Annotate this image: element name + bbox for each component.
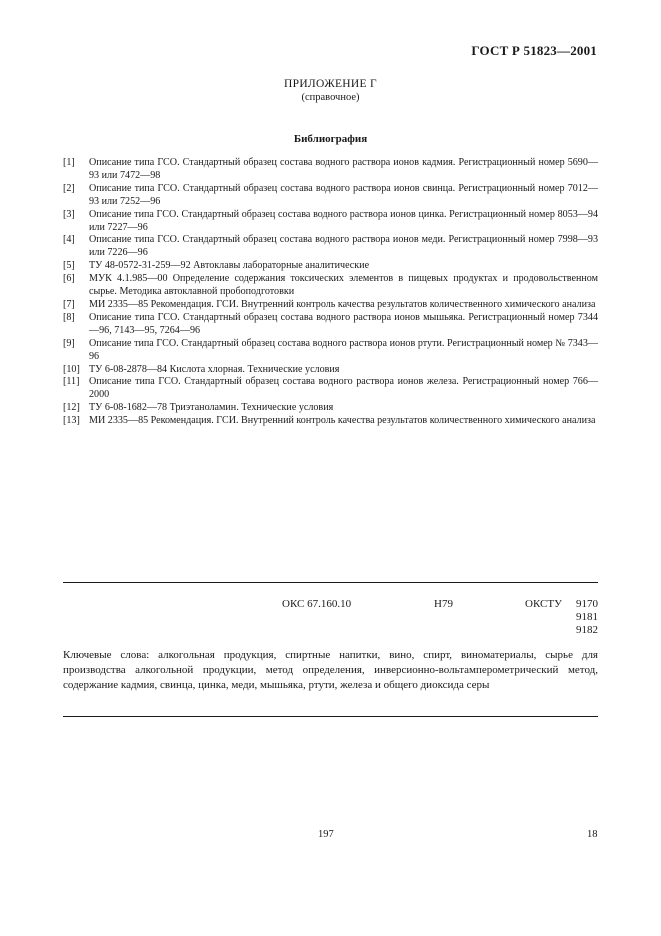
ref-text: МИ 2335—85 Рекомендация. ГСИ. Внутренний контроль качества результатов количественного химического анализа: [89, 415, 596, 427]
appendix-subtitle: (справочное): [301, 92, 360, 103]
ref-text: Описание типа ГСО. Стандартный образец состава водного раствора ионов кадмия. Регистрационный номер 5690—93 или 7472—98: [89, 157, 598, 181]
ref-number: [10]: [63, 363, 80, 375]
ref-number: [11]: [63, 376, 80, 388]
ref-text: Описание типа ГСО. Стандартный образец состава водного раствора ионов железа. Регистрационный номер 766—2000: [89, 376, 598, 401]
top-divider: [63, 582, 598, 583]
list-item: [63, 364, 598, 377]
bibliography-list: [63, 157, 598, 428]
okstu-label: ОКСТУ: [525, 598, 562, 610]
ref-number: [4]: [63, 234, 75, 246]
ref-number: [13]: [63, 415, 80, 427]
oks-code: ОКС 67.160.10: [282, 598, 352, 610]
list-item: [63, 299, 598, 312]
ref-number: [2]: [63, 182, 75, 194]
list-item: [63, 415, 598, 428]
list-item: [63, 312, 598, 338]
document-code: ГОСТ Р 51823—2001: [471, 43, 597, 58]
list-item: [63, 183, 598, 209]
ref-number: [9]: [63, 337, 75, 349]
appendix-title: ПРИЛОЖЕНИЕ Г: [284, 78, 377, 90]
list-item: [63, 209, 598, 235]
okstu-code: 9182: [576, 624, 598, 636]
ref-number: [5]: [63, 260, 75, 272]
list-item: [63, 273, 598, 299]
list-item: [63, 402, 598, 415]
ref-number: [7]: [63, 298, 75, 310]
ref-text: ТУ 48-0572-31-259—92 Автоклавы лабораторные аналитические: [89, 260, 370, 272]
ref-text: ТУ 6-08-1682—78 Триэтаноламин. Технические условия: [89, 402, 334, 414]
bottom-divider: [63, 716, 598, 717]
sheet-number: 18: [587, 829, 598, 840]
ref-text: Описание типа ГСО. Стандартный образец состава водного раствора ионов меди. Регистрационный номер 7998—93 или 7226—96: [89, 234, 598, 259]
ref-number: [12]: [63, 402, 80, 414]
list-item: [63, 157, 598, 183]
list-item: [63, 376, 598, 402]
okstu-code: 9181: [576, 611, 598, 623]
keywords-paragraph: Ключевые слова: алкогольная продукция, спиртные напитки, вино, спирт, виноматериалы, сырье для производства алкогольной продукции, метод определения, инверсионно-вольтамперометрический метод, содержание кадмия, свинца, цинка, меди, мышьяка, ртути, железа и общего диоксида серы: [63, 649, 598, 691]
group-code: Н79: [434, 598, 453, 610]
list-item: [63, 338, 598, 364]
okstu-code: 9170: [576, 598, 598, 610]
ref-text: Описание типа ГСО. Стандартный образец состава водного раствора ионов свинца. Регистрационный номер 7012—93 или 7252—96: [89, 182, 598, 207]
ref-text: МИ 2335—85 Рекомендация. ГСИ. Внутренний контроль качества результатов количественного химического анализа: [89, 298, 596, 310]
page-number: 197: [318, 829, 334, 840]
ref-text: ТУ 6-08-2878—84 Кислота хлорная. Технические условия: [89, 363, 340, 375]
ref-text: Описание типа ГСО. Стандартный образец состава водного раствора ионов цинка. Регистрационный номер 8053—94 или 7227—96: [89, 208, 598, 233]
ref-text: Описание типа ГСО. Стандартный образец состава водного раствора ионов мышьяка. Регистрационный номер 7344—96, 7143—95, 7264—96: [89, 311, 598, 336]
okstu-block: [525, 598, 598, 637]
ref-number: [1]: [63, 157, 75, 168]
ref-text: Описание типа ГСО. Стандартный образец состава водного раствора ионов ртути. Регистрационный номер № 7343—96: [89, 337, 598, 362]
ref-number: [6]: [63, 273, 75, 285]
ref-text: МУК 4.1.985—00 Определение содержания токсических элементов в пищевых продуктах и продовольственном сырье. Методика автоклавной пробоподготовки: [89, 273, 598, 298]
ref-number: [3]: [63, 208, 75, 220]
ref-number: [8]: [63, 311, 75, 323]
bibliography-title: Библиография: [293, 133, 368, 145]
appendix-heading: [0, 78, 661, 104]
list-item: [63, 234, 598, 260]
list-item: [63, 260, 598, 273]
